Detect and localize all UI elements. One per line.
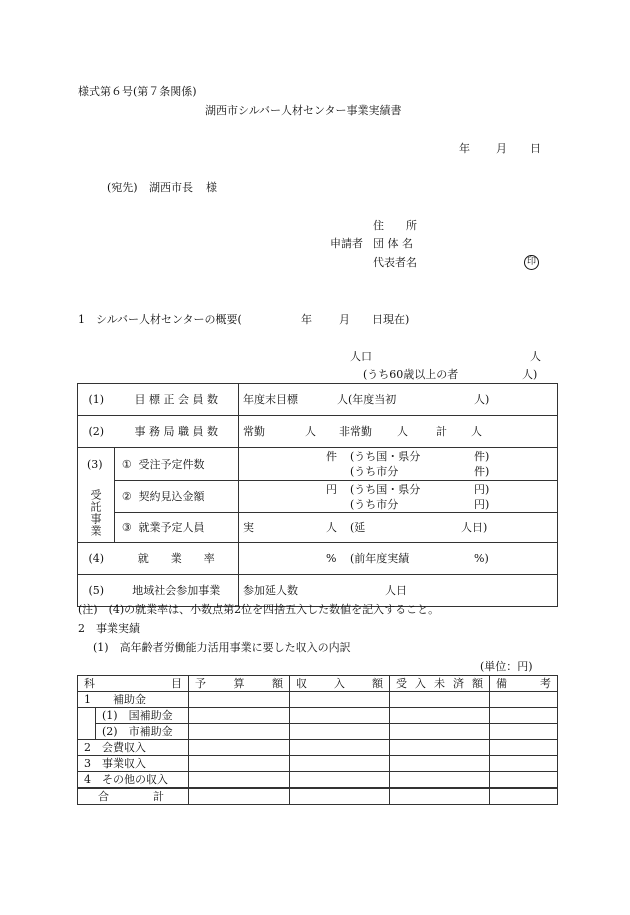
overview-table [77, 383, 558, 607]
row-value: 件 (うち国・県分 件) (うち市分 件) [239, 448, 558, 481]
total-label: 合 計 [78, 788, 189, 805]
row-number: (5) [78, 575, 115, 607]
applicant-role: 申請者 [330, 237, 363, 250]
overview-row-staff [78, 416, 558, 448]
form-number: 様式第６号(第７条関係) [78, 85, 197, 98]
row-value: 実 人 (延 人日) [239, 513, 558, 543]
total-row [78, 788, 558, 805]
addressee-name: 湖西市長 [149, 181, 193, 194]
group-label-vertical: 受託事業 [89, 489, 102, 537]
section1-month: 月 [339, 313, 350, 326]
row-value: 常勤 人 非常勤 人 計 人 [239, 416, 558, 448]
overview-row-community [78, 575, 558, 607]
applicant-org-label: 団 体 名 [373, 237, 413, 250]
section1-as-of: 日現在) [372, 313, 410, 326]
unit-label: (単位：円) [480, 660, 533, 673]
row-group-contracts: (3) 受託事業 [78, 448, 115, 543]
overview-row-members [78, 384, 558, 416]
row-value: % (前年度実績 %) [239, 543, 558, 575]
over60-label: (うち60歳以上の者 [363, 368, 459, 381]
section1-heading: 1 シルバー人材センターの概要( [78, 313, 242, 326]
over60-unit: 人) [522, 368, 538, 381]
overview-row-workers: ③ 就業予定人員 実 人 (延 人日) [78, 513, 558, 543]
row-number: (4) [78, 543, 115, 575]
row-label: 事 務 局 職 員 数 [115, 416, 239, 448]
seal-mark: 印 [524, 255, 539, 270]
row-value: 円 (うち国・県分 円) (うち市分 円) [239, 481, 558, 513]
table-row: 4 その他の収入 [78, 772, 558, 789]
population-unit: 人 [530, 350, 541, 363]
section1-year: 年 [301, 313, 312, 326]
row-number: (2) [78, 416, 115, 448]
date-month: 月 [496, 142, 507, 155]
table-row: 1 補助金 [78, 692, 558, 708]
date-day: 日 [530, 142, 541, 155]
addressee-honorific: 様 [206, 181, 217, 194]
section2-subheading: (1) 高年齢者労働能力活用事業に要した収入の内訳 [93, 641, 351, 654]
document-title: 湖西市シルバー人材センター事業実績書 [205, 104, 402, 117]
row-value: 年度末目標 人(年度当初 人) [239, 384, 558, 416]
population-label: 人口 [350, 350, 372, 363]
section2-heading: 2 事業実績 [78, 622, 140, 635]
note-text: (注) (4)の就業率は、小数点第2位を四捨五入した数値を記入すること。 [78, 603, 440, 616]
header-uncollected: 受 入 未 済 額 [390, 676, 490, 692]
header-revenue: 収 入 額 [290, 676, 390, 692]
row-number: (1) [78, 384, 115, 416]
table-row: (2) 市補助金 [78, 724, 558, 740]
income-header-row [78, 676, 558, 692]
date-year: 年 [459, 142, 470, 155]
row-label: 地域社会参加事業 [115, 575, 239, 607]
table-row: 3 事業収入 [78, 756, 558, 772]
row-label: 就 業 率 [115, 543, 239, 575]
header-remarks: 備 考 [490, 676, 558, 692]
addressee-prefix: (宛先) [107, 181, 138, 194]
income-table [77, 675, 558, 805]
overview-row-contract-amount: ② 契約見込金額 円 (うち国・県分 円) (うち市分 円) [78, 481, 558, 513]
row-label: 目 標 正 会 員 数 [115, 384, 239, 416]
header-subject: 科 目 [78, 676, 189, 692]
applicant-address-label: 住 所 [373, 219, 417, 232]
table-row: (1) 国補助金 [78, 708, 558, 724]
overview-row-orders: (3) 受託事業 ① 受注予定件数 件 (うち国・県分 件) (うち市分 件) [78, 448, 558, 481]
header-budget: 予 算 額 [189, 676, 290, 692]
table-row: 2 会費収入 [78, 740, 558, 756]
applicant-rep-label: 代表者名 [373, 256, 417, 269]
overview-row-employment-rate [78, 543, 558, 575]
row-value: 参加延人数 人日 [239, 575, 558, 607]
